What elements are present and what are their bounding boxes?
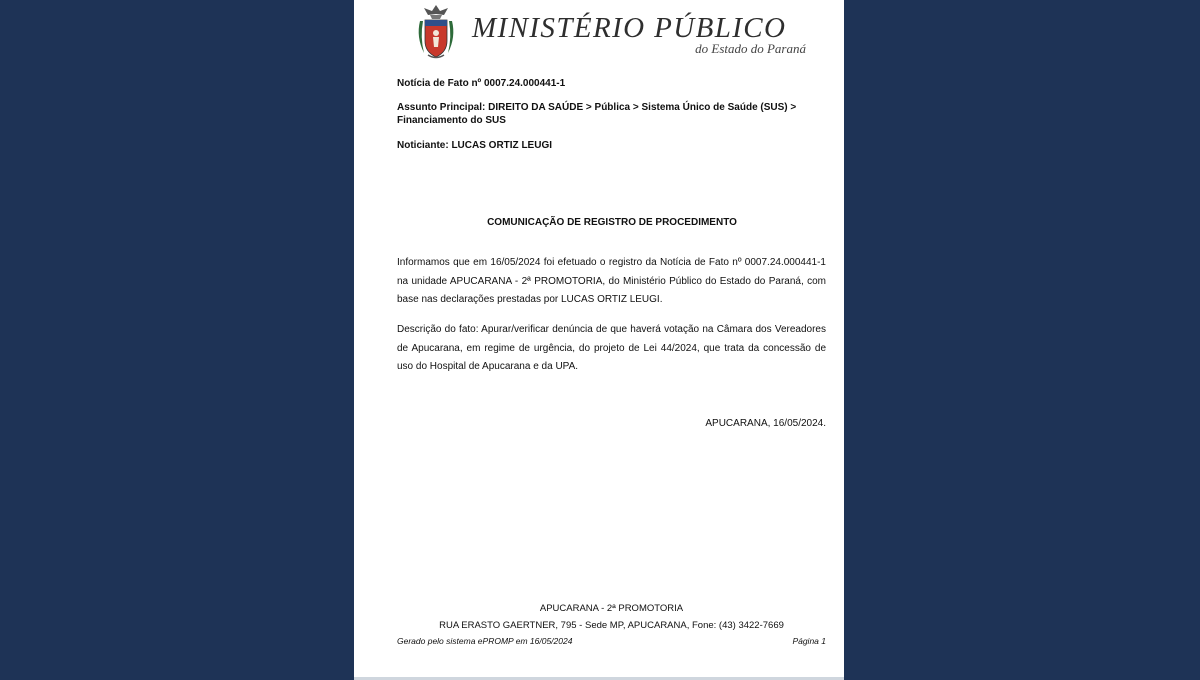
place-and-date: APUCARANA, 16/05/2024.: [705, 418, 826, 429]
document-page: [354, 0, 844, 680]
institution-subtitle: do Estado do Paraná: [695, 41, 806, 56]
assunto-principal: Assunto Principal: DIREITO DA SAÚDE > Pública > Sistema Único de Saúde (SUS) > Financiamento do SUS: [397, 102, 797, 126]
footer-address: RUA ERASTO GAERTNER, 795 - Sede MP, APUCARANA, Fone: (43) 3422-7669: [439, 620, 784, 631]
body-paragraph-1: Informamos que em 16/05/2024 foi efetuado o registro da Notícia de Fato nº 0007.24.000441-1 na unidade APUCARANA - 2ª PROMOTORIA, do Ministério Público do Estado do Paraná, com base nas declarações prestadas por LUCAS ORTIZ LEUGI.: [397, 257, 826, 305]
noticiante: Noticiante: LUCAS ORTIZ LEUGI: [397, 140, 552, 151]
body-paragraph-2: Descrição do fato: Apurar/verificar denúncia de que haverá votação na Câmara dos Vereadores de Apucarana, em regime de urgência, do projeto de Lei 44/2024, que trata da concessão de uso do Hospital de Apucarana e da UPA.: [397, 324, 826, 372]
document-header: [414, 3, 814, 61]
footer-page-number: Página 1: [792, 636, 826, 646]
noticia-de-fato-number: Notícia de Fato nº 0007.24.000441-1: [397, 78, 566, 89]
footer-generated-note: Gerado pelo sistema ePROMP em 16/05/2024: [397, 636, 573, 646]
institution-title: MINISTÉRIO PÚBLICO: [472, 12, 787, 44]
document-heading: COMUNICAÇÃO DE REGISTRO DE PROCEDIMENTO: [487, 217, 737, 228]
parana-coat-of-arms-logo: [414, 3, 458, 61]
footer-unit: APUCARANA - 2ª PROMOTORIA: [539, 603, 684, 614]
